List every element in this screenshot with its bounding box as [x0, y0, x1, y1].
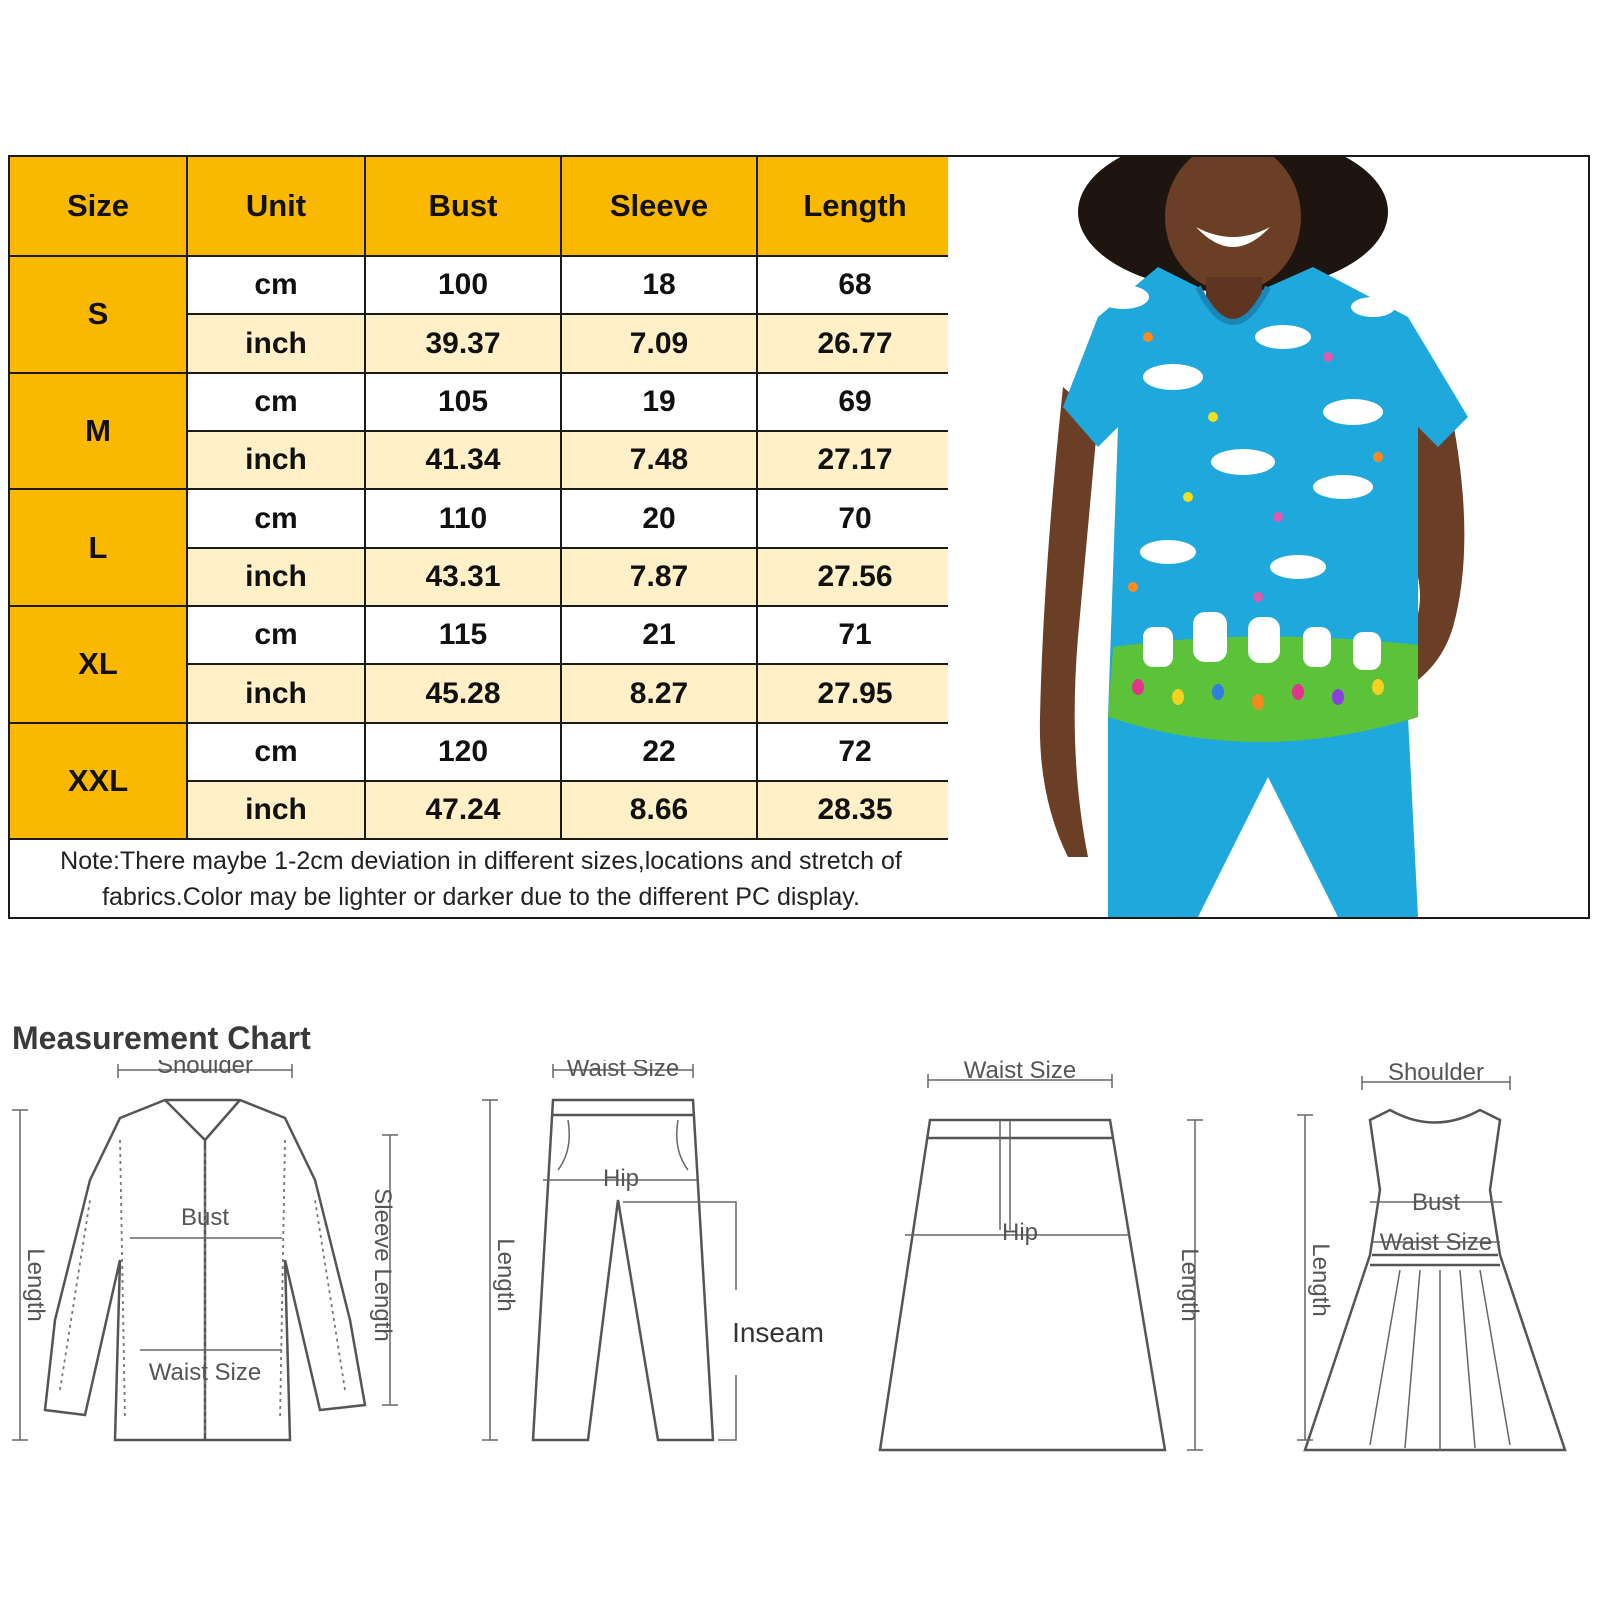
shirt-waist-label: Waist Size — [148, 1359, 262, 1386]
length-cell: 72 — [757, 723, 953, 781]
shirt-bust-label: Bust — [180, 1204, 230, 1231]
table-row — [9, 256, 953, 314]
length-cell: 26.77 — [757, 314, 953, 372]
unit-cell: inch — [187, 664, 365, 722]
sleeve-cell: 21 — [561, 606, 757, 664]
dress-diagram — [1290, 1060, 1600, 1480]
sleeve-cell: 18 — [561, 256, 757, 314]
skirt-hip-label: Hip — [1001, 1219, 1039, 1246]
scrub-pants — [1108, 717, 1418, 917]
measurement-chart-title: Measurement Chart — [12, 1020, 311, 1056]
unit-cell: cm — [187, 256, 365, 314]
dress-shoulder-label: Shoulder — [1387, 1060, 1485, 1086]
bust-cell: 120 — [365, 723, 561, 781]
header-sleeve: Sleeve — [561, 156, 757, 256]
length-cell: 68 — [757, 256, 953, 314]
dress-length-label: Length — [1307, 1243, 1334, 1317]
shirt-length-label: Length — [22, 1248, 49, 1322]
pants-diagram — [478, 1060, 838, 1480]
bust-cell: 47.24 — [365, 781, 561, 839]
sleeve-cell: 7.09 — [561, 314, 757, 372]
shirt-sleeve-label: Sleeve Length — [369, 1188, 396, 1342]
length-cell: 27.17 — [757, 431, 953, 489]
sleeve-cell: 19 — [561, 373, 757, 431]
shirt-diagram — [0, 1060, 410, 1460]
bust-cell: 39.37 — [365, 314, 561, 372]
dress-illustration — [1290, 1060, 1600, 1480]
size-label: M — [9, 373, 187, 490]
header-row — [9, 156, 953, 256]
length-cell: 27.56 — [757, 548, 953, 606]
pants-illustration — [478, 1060, 838, 1480]
bust-cell: 100 — [365, 256, 561, 314]
length-cell: 28.35 — [757, 781, 953, 839]
bust-cell: 110 — [365, 489, 561, 547]
header-size: Size — [9, 156, 187, 256]
sleeve-cell: 8.66 — [561, 781, 757, 839]
table-row — [9, 373, 953, 431]
unit-cell: inch — [187, 431, 365, 489]
bust-cell: 115 — [365, 606, 561, 664]
unit-cell: cm — [187, 723, 365, 781]
dress-waist-label: Waist Size — [1379, 1229, 1493, 1256]
unit-cell: inch — [187, 314, 365, 372]
skirt-length-label: Length — [1176, 1248, 1203, 1322]
header-length: Length — [757, 156, 953, 256]
unit-cell: cm — [187, 606, 365, 664]
sleeve-cell: 7.48 — [561, 431, 757, 489]
size-label: XL — [9, 606, 187, 723]
pants-inseam-label: Inseam — [732, 1317, 824, 1348]
note-row — [9, 839, 953, 918]
shirt-shoulder-label: Shoulder — [156, 1060, 254, 1079]
length-cell: 27.95 — [757, 664, 953, 722]
skirt-waist-label: Waist Size — [963, 1060, 1077, 1084]
pants-waist-label: Waist Size — [566, 1060, 680, 1082]
bust-cell: 45.28 — [365, 664, 561, 722]
pants-hip-label: Hip — [602, 1165, 640, 1192]
unit-cell: inch — [187, 548, 365, 606]
header-unit: Unit — [187, 156, 365, 256]
note-text: Note:There maybe 1-2cm deviation in different sizes,locations and stretch of fabrics.Color may be lighter or darker due to the different PC display. — [9, 839, 953, 918]
size-label: S — [9, 256, 187, 373]
header-bust: Bust — [365, 156, 561, 256]
bust-cell: 43.31 — [365, 548, 561, 606]
size-label: L — [9, 489, 187, 606]
length-cell: 70 — [757, 489, 953, 547]
table-row — [9, 723, 953, 781]
sleeve-cell: 20 — [561, 489, 757, 547]
length-cell: 69 — [757, 373, 953, 431]
table-row — [9, 606, 953, 664]
sleeve-cell: 8.27 — [561, 664, 757, 722]
unit-cell: cm — [187, 489, 365, 547]
pants-length-label: Length — [492, 1238, 519, 1312]
left-arm — [1040, 387, 1098, 857]
model-wearing-scrub-illustration — [948, 157, 1588, 917]
product-photo — [948, 155, 1590, 919]
sleeve-cell: 22 — [561, 723, 757, 781]
unit-cell: inch — [187, 781, 365, 839]
sleeve-cell: 7.87 — [561, 548, 757, 606]
size-label: XXL — [9, 723, 187, 840]
skirt-illustration — [870, 1060, 1230, 1460]
shirt-illustration — [0, 1060, 410, 1460]
unit-cell: cm — [187, 373, 365, 431]
bust-cell: 105 — [365, 373, 561, 431]
dress-bust-label: Bust — [1411, 1189, 1461, 1216]
skirt-diagram — [870, 1060, 1230, 1460]
length-cell: 71 — [757, 606, 953, 664]
bust-cell: 41.34 — [365, 431, 561, 489]
size-table — [8, 155, 954, 919]
table-row — [9, 489, 953, 547]
